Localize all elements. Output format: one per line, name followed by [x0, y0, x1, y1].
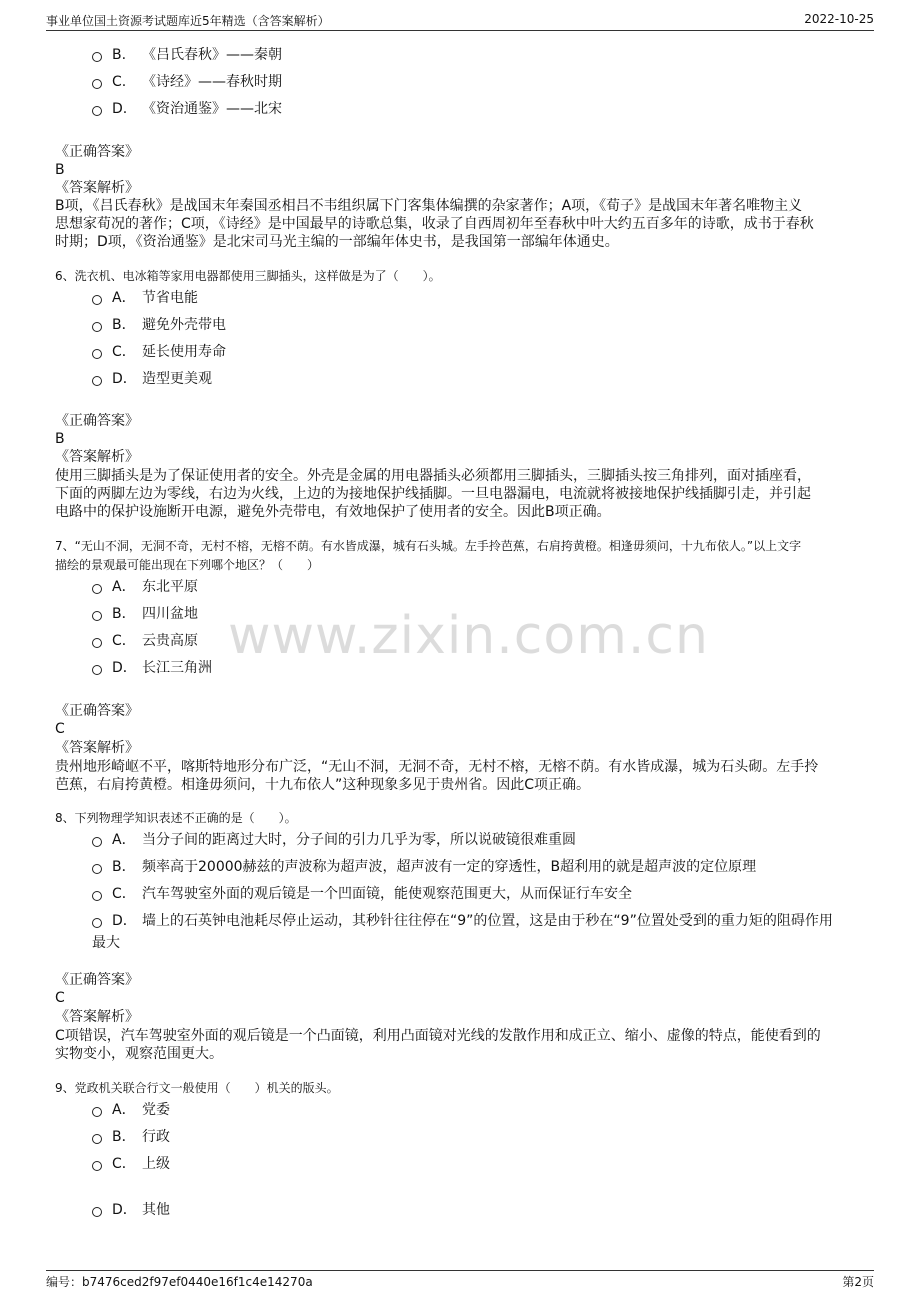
radio-icon[interactable] [92, 864, 102, 874]
q8-option-b[interactable]: B． 频率高于20000赫兹的声波称为超声波，超声波有一定的穿透性，B超利用的就是超声波的定位原理 [92, 858, 756, 876]
q7-option-c[interactable]: C． 云贵高原 [92, 632, 198, 650]
radio-icon[interactable] [92, 1161, 102, 1171]
q7-option-a[interactable]: A． 东北平原 [92, 578, 198, 596]
q5-analysis-label: 《答案解析》 [55, 180, 139, 196]
radio-icon[interactable] [92, 106, 102, 116]
radio-icon[interactable] [92, 1207, 102, 1217]
q6-analysis-line: 电路中的保护设施断开电源，避免外壳带电，有效地保护了使用者的安全。因此B项正确。 [55, 504, 611, 520]
header-rule [46, 30, 874, 31]
q5-option-c[interactable]: C. 《诗经》——春秋时期 [92, 73, 282, 91]
q6-analysis-line: 下面的两脚左边为零线，右边为火线，上边的为接地保护线插脚。一旦电器漏电，电流就将被接地保护线插脚引走，并引起 [55, 486, 811, 502]
q6-option-b[interactable]: B． 避免外壳带电 [92, 316, 226, 334]
page-number: 第2页 [842, 1275, 874, 1289]
q6-answer: B [55, 431, 65, 447]
q8-analysis-line: C项错误，汽车驾驶室外面的观后镜是一个凸面镜，利用凸面镜对光线的发散作用和成正立、缩小、虚像的特点，能使看到的 [55, 1028, 821, 1044]
q5-analysis-line: 思想家荀况的著作；C项，《诗经》是中国最早的诗歌总集，收录了自西周初年至春秋中叶大约五百多年的诗歌，成书于春秋 [55, 216, 814, 232]
watermark: www.zixin.com.cn [228, 606, 709, 666]
q5-analysis-line: B项，《吕氏春秋》是战国末年秦国丞相吕不韦组织属下门客集体编撰的杂家著作；A项，《荀子》是战国末年著名唯物主义 [55, 198, 803, 214]
q8-option-a[interactable]: A． 当分子间的距离过大时，分子间的引力几乎为零，所以说破镜很难重圆 [92, 831, 576, 849]
radio-icon[interactable] [92, 918, 102, 928]
radio-icon[interactable] [92, 52, 102, 62]
q9-option-d[interactable]: D． 其他 [92, 1201, 170, 1219]
q6-option-d[interactable]: D． 造型更美观 [92, 370, 212, 388]
radio-icon[interactable] [92, 1107, 102, 1117]
radio-icon[interactable] [92, 837, 102, 847]
radio-icon[interactable] [92, 376, 102, 386]
radio-icon[interactable] [92, 295, 102, 305]
radio-icon[interactable] [92, 611, 102, 621]
document-title: 事业单位国土资源考试题库近5年精选（含答案解析） [46, 14, 330, 28]
q7-analysis-line: 贵州地形崎岖不平，喀斯特地形分布广泛，“无山不洞，无洞不奇，无村不榕，无榕不荫。有水皆成瀑，城为石头砌。左手拎 [55, 759, 819, 775]
radio-icon[interactable] [92, 638, 102, 648]
q6-question: 6、洗衣机、电冰箱等家用电器都使用三脚插头，这样做是为了（ ）。 [55, 269, 441, 283]
q6-option-a[interactable]: A． 节省电能 [92, 289, 198, 307]
q6-analysis-line: 使用三脚插头是为了保证使用者的安全。外壳是金属的用电器插头必须都用三脚插头，三脚插头按三角排列，面对插座看， [55, 468, 811, 484]
q8-analysis-line: 实物变小，观察范围更大。 [55, 1046, 223, 1062]
q9-question: 9、党政机关联合行文一般使用（ ）机关的版头。 [55, 1081, 339, 1095]
radio-icon[interactable] [92, 79, 102, 89]
q7-analysis-line: 芭蕉，右肩挎黄橙。相逢毋须问，十九布依人”这种现象多见于贵州省。因此C项正确。 [55, 777, 591, 793]
q6-answer-label: 《正确答案》 [55, 413, 139, 429]
q9-option-a[interactable]: A． 党委 [92, 1101, 170, 1119]
radio-icon[interactable] [92, 1134, 102, 1144]
q9-option-b[interactable]: B． 行政 [92, 1128, 170, 1146]
radio-icon[interactable] [92, 349, 102, 359]
q9-option-c[interactable]: C． 上级 [92, 1155, 170, 1173]
q8-option-c[interactable]: C． 汽车驾驶室外面的观后镜是一个凹面镜，能使观察范围更大，从而保证行车安全 [92, 885, 632, 903]
q5-option-b[interactable]: B. 《吕氏春秋》——秦朝 [92, 46, 282, 64]
q7-question: 7、“无山不洞，无洞不奇，无村不榕，无榕不荫。有水皆成瀑，城有石头城。左手拎芭蕉，右肩挎黄橙。相逢毋须问，十九布依人。”以上文字 [55, 539, 802, 553]
q7-answer-label: 《正确答案》 [55, 703, 139, 719]
q6-analysis-label: 《答案解析》 [55, 449, 139, 465]
q5-answer-label: 《正确答案》 [55, 144, 139, 160]
document-date: 2022-10-25 [804, 12, 874, 26]
radio-icon[interactable] [92, 584, 102, 594]
q7-option-b[interactable]: B． 四川盆地 [92, 605, 198, 623]
q5-option-d[interactable]: D. 《资治通鉴》——北宋 [92, 100, 282, 118]
q7-option-d[interactable]: D． 长江三角洲 [92, 659, 212, 677]
q8-option-d[interactable]: D． 墙上的石英钟电池耗尽停止运动，其秒针往往停在“9”的位置，这是由于秒在“9”位置处受到的重力矩的阻碍作用 [92, 912, 833, 930]
q6-option-c[interactable]: C． 延长使用寿命 [92, 343, 226, 361]
footer-rule [46, 1270, 874, 1271]
q7-question-cont: 描绘的景观最可能出现在下列哪个地区？（ ） [55, 558, 320, 572]
radio-icon[interactable] [92, 891, 102, 901]
q5-analysis-line: 时期；D项，《资治通鉴》是北宋司马光主编的一部编年体史书，是我国第一部编年体通史。 [55, 234, 619, 250]
q7-analysis-label: 《答案解析》 [55, 740, 139, 756]
radio-icon[interactable] [92, 665, 102, 675]
document-code: 编号：b7476ced2f97ef0440e16f1c4e14270a [46, 1275, 313, 1289]
radio-icon[interactable] [92, 322, 102, 332]
q8-option-d-cont: 最大 [92, 935, 120, 951]
q7-answer: C [55, 721, 65, 737]
q8-question: 8、下列物理学知识表述不正确的是（ ）。 [55, 811, 297, 825]
q8-answer: C [55, 990, 65, 1006]
q8-answer-label: 《正确答案》 [55, 972, 139, 988]
q5-answer: B [55, 162, 65, 178]
q8-analysis-label: 《答案解析》 [55, 1009, 139, 1025]
